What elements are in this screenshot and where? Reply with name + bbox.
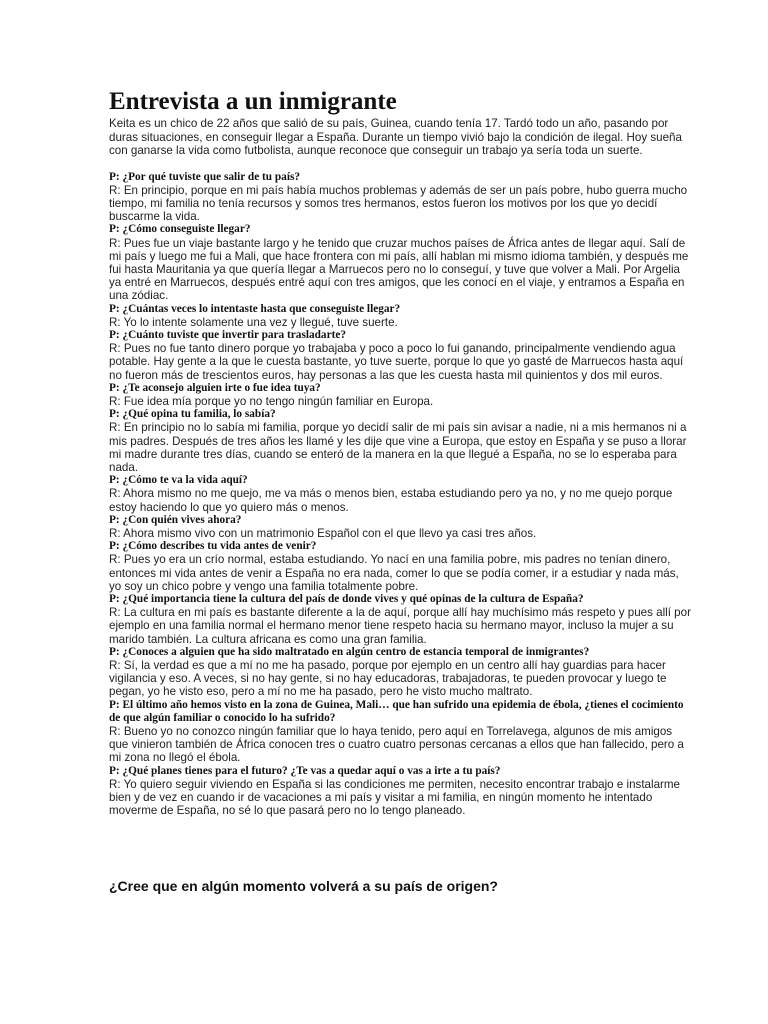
document-content: [109, 86, 692, 817]
question: P: ¿Cómo te va la vida aquí?: [109, 474, 248, 487]
answer: R: En principio, porque en mi país había muchos problemas y además de ser un país pobre, hubo guerra mucho tiempo, mi familia no tenía recursos y somos tres hermanos, estos fueron los motivos por los que yo decidí buscarme la vida.: [109, 183, 688, 224]
answer: R: Bueno yo no conozco ningún familiar que lo haya tenido, pero aquí en Torrelavega, algunos de mis amigos que vinieron también de África conocen tres o cuatro cuatro personas cercanas a ellos que han fallecido, pero a mi zona no llegó el ébola.: [109, 725, 684, 765]
answer: R: Yo quiero seguir viviendo en España si las condiciones me permiten, necesito encontrar trabajo e instalarme bien y de vez en cuando ir de vacaciones a mi país y visitar a mi familia, en ningún momento he intentado moverme de España, no sé lo que pasará pero no lo tengo planeado.: [109, 777, 680, 818]
question: P: ¿Qué planes tienes para el futuro? ¿Te vas a quedar aquí o vas a irte a tu país?: [109, 764, 501, 777]
question: P: ¿Cuánto tuviste que invertir para trasladarte?: [109, 328, 347, 341]
question: P: ¿Qué opina tu familia, lo sabía?: [109, 408, 276, 421]
question: P: ¿Con quién vives ahora?: [109, 513, 242, 526]
question: P: ¿Conoces a alguien que ha sido maltratado en algún centro de estancia temporal de inmigrantes?: [109, 645, 590, 658]
question: P: ¿Cómo describes tu vida antes de venir?: [109, 540, 317, 553]
answer: R: Yo lo intente solamente una vez y llegué, tuve suerte.: [109, 315, 398, 329]
answer: R: La cultura en mi país es bastante diferente a la de aquí, porque allí hay muchísimo más respeto y pues allí por ejemplo en una familia normal el hermano menor tiene respeto hacia su hermano mayor, incluso la mujer a su marido también. La cultura africana es como una gran familia.: [109, 606, 691, 646]
qa-item: [109, 765, 692, 818]
qa-item: [109, 382, 692, 408]
answer: R: Pues fue un viaje bastante largo y he tenido que cruzar muchos países de África antes de llegar aquí. Salí de mi país y luego me fui a Mali, que hace frontera con mi país, allí hablan mi mismo idioma también, y después me fui hasta Mauritania ya que quería llegar a Marruecos pero no lo conseguí, y tuve que volver a Mali. Por Argelia ya entré en Marruecos, después entré aquí con tres amigos, que les conocí en el viaje, y entramos a España en una zódiac.: [109, 236, 689, 303]
answer: R: Pues yo era un crío normal, estaba estudiando. Yo nací en una familia pobre, mis padres no tenían dinero, entonces mi vida antes de venir a España no era nada, comer lo que se podía comer, ir a estudiar y nada más, yo soy un chico pobre y vengo una familia totalmente pobre.: [109, 553, 679, 593]
closing-question-heading: ¿Cree que en algún momento volverá a su país de origen?: [109, 878, 498, 894]
question: P: El último año hemos visto en la zona de Guinea, Mali… que han sufrido una epidemia de ébola, ¿tienes el cocimiento de que algún familiar o conocido lo ha sufrido?: [109, 698, 684, 724]
qa-item: [109, 223, 692, 302]
qa-item: [109, 646, 692, 699]
question: P: ¿Te aconsejo alguien irte o fue idea tuya?: [109, 381, 321, 394]
question: P: ¿Cuántas veces lo intentaste hasta que conseguiste llegar?: [109, 302, 401, 315]
answer: R: Ahora mismo no me quejo, me va más o menos bien, estaba estudiando pero ya no, y no me quejo porque estoy haciendo lo que yo quiero más o menos.: [109, 487, 673, 514]
qa-item: [109, 514, 692, 540]
qa-item: [109, 540, 692, 593]
qa-item: [109, 171, 692, 224]
qa-item: [109, 408, 692, 474]
answer: R: Sí, la verdad es que a mí no me ha pasado, porque por ejemplo en un centro allí hay guardias para hacer vigilancia y eso. A veces, si no hay gente, si no hay educadoras, trabajadoras, te pueden provocar y luego te pegan, yo he visto eso, pero a mí no me ha pasado, pero he visto mucho maltrato.: [109, 659, 667, 699]
answer: R: Pues no fue tanto dinero porque yo trabajaba y poco a poco lo fui ganando, principalmente vendiendo agua potable. Hay gente a la que le cuesta bastante, yo tuve suerte, porque lo que yo gasté de Marruecos hasta aquí no fueron más de trescientos euros, hay personas a las que les cuesta hasta mil quinientos y dos mil euros.: [109, 342, 684, 382]
question: P: ¿Cómo conseguiste llegar?: [109, 223, 251, 236]
answer: R: En principio no lo sabía mi familia, porque yo decidí salir de mi país sin avisar a nadie, ni a mis hermanos ni a mis padres. Después de tres años les llamé y les dije que vine a Europa, que estoy en España y se puso a llorar mi madre durante tres días, cuando se enteró de la manera en la que llegué a España, no se lo esperaba para nada.: [109, 421, 687, 474]
qa-item: [109, 329, 692, 382]
question: P: ¿Por qué tuviste que salir de tu país?: [109, 170, 301, 183]
answer: R: Ahora mismo vivo con un matrimonio Español con el que llevo ya casi tres años.: [109, 526, 537, 540]
question: P: ¿Qué importancia tiene la cultura del país de donde vives y qué opinas de la cultura de España?: [109, 593, 584, 605]
intro-paragraph: Keita es un chico de 22 años que salió de su país, Guinea, cuando tenía 17. Tardó todo un año, pasando por duras situaciones, en conseguir llegar a España. Durante un tiempo vivió bajo la condición de ilegal. Hoy sueña con ganarse la vida como futbolista, aunque reconoce que conseguir un trabajo ya sería toda un suerte.: [109, 117, 682, 157]
document-title: Entrevista a un inmigrante: [109, 88, 397, 115]
qa-item: [109, 699, 692, 765]
qa-item: [109, 593, 692, 646]
qa-item: [109, 303, 692, 329]
qa-item: [109, 474, 692, 514]
answer: R: Fue idea mía porque yo no tengo ningún familiar en Europa.: [109, 394, 434, 408]
